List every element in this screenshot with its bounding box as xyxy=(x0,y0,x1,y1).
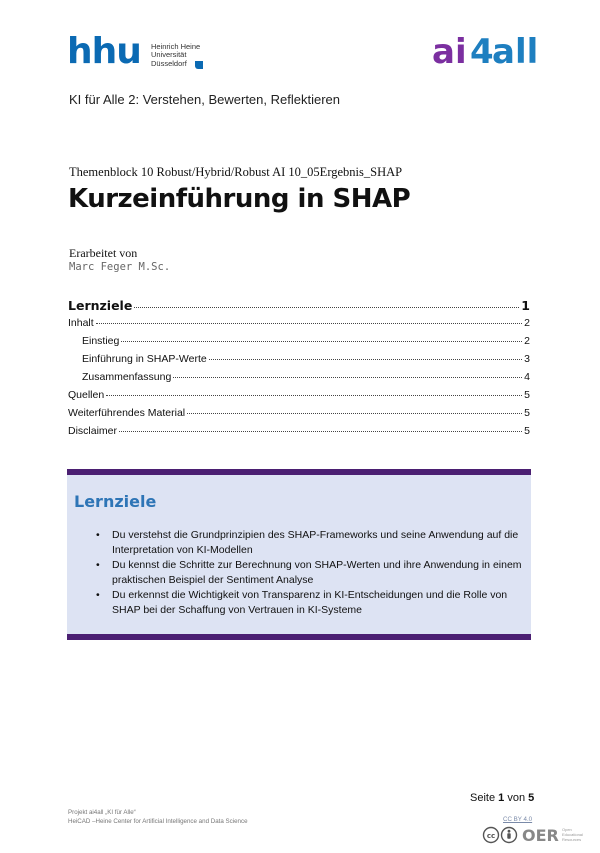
cc-by-icon xyxy=(482,826,520,844)
toc-leader xyxy=(187,413,522,414)
svg-text:cc: cc xyxy=(486,832,496,840)
author-name: Marc Feger M.Sc. xyxy=(69,261,171,273)
toc-leader xyxy=(173,377,522,378)
toc-entry-einstieg[interactable]: Einstieg 2 xyxy=(82,335,530,347)
page-number: Seite 1 von 5 xyxy=(470,792,535,804)
toc-leader xyxy=(209,359,522,360)
objective-item: • Du erkennst die Wichtigkeit von Transparenz in KI-Entscheidungen und die Rolle von SHAP bei der Schaffung von Vertrauen in KI-Systeme xyxy=(96,588,524,617)
license-link[interactable]: CC BY 4.0 xyxy=(503,816,533,823)
hhu-logo-mark xyxy=(195,61,203,69)
hhu-logo-wordmark: hhu xyxy=(67,31,141,72)
toc-entry-weiterfuehrendes-material[interactable]: Weiterführendes Material 5 xyxy=(68,407,530,419)
toc-entry-inhalt[interactable]: Inhalt 2 xyxy=(68,317,530,329)
objectives-list xyxy=(96,528,524,619)
toc-leader xyxy=(119,431,522,432)
course-title: KI für Alle 2: Verstehen, Bewerten, Reflektieren xyxy=(69,92,340,107)
author-label: Erarbeitet von xyxy=(69,246,138,260)
ai4all-logo xyxy=(432,30,544,70)
objectives-top-bar xyxy=(67,469,531,475)
objective-item: • Du verstehst die Grundprinzipien des SHAP-Frameworks und seine Anwendung auf die Interpretation von KI-Modellen xyxy=(96,528,524,557)
toc-leader xyxy=(121,341,522,342)
oer-logo xyxy=(522,825,590,845)
objectives-title: Lernziele xyxy=(74,492,157,511)
footer-project-line: Projekt ai4all „KI für Alle“ xyxy=(68,809,136,816)
svg-text:Resources: Resources xyxy=(562,837,582,842)
hhu-logo-subtitle: Heinrich Heine Universität Düsseldorf xyxy=(151,42,201,68)
toc-leader xyxy=(96,323,522,324)
footer-center-line: HeiCAD –Heine Center for Artificial Intelligence and Data Science xyxy=(68,818,248,825)
topic-block-line: Themenblock 10 Robust/Hybrid/Robust AI 10_05Ergebnis_SHAP xyxy=(69,165,403,179)
toc-entry-lernziele[interactable]: Lernziele 1 xyxy=(68,298,530,313)
svg-text:Educational: Educational xyxy=(562,832,583,837)
objectives-bottom-bar xyxy=(67,634,531,640)
hhu-logo xyxy=(67,31,217,74)
objective-item: • Du kennst die Schritte zur Berechnung von SHAP-Werten und ihre Anwendung in einem praktischen Beispiel der Sentiment Analyse xyxy=(96,558,524,587)
ai4all-logo-ai: ai xyxy=(432,32,467,70)
toc-entry-quellen[interactable]: Quellen 5 xyxy=(68,389,530,401)
toc-entry-einfuehrung-shap[interactable]: Einführung in SHAP-Werte 3 xyxy=(82,353,530,365)
toc-leader xyxy=(106,395,522,396)
oer-logo-text: OER xyxy=(522,826,559,845)
document-title: Kurzeinführung in SHAP xyxy=(68,184,411,214)
toc-entry-zusammenfassung[interactable]: Zusammenfassung 4 xyxy=(82,371,530,383)
toc-entry-disclaimer[interactable]: Disclaimer 5 xyxy=(68,425,530,437)
svg-text:Open: Open xyxy=(562,827,572,832)
ai4all-logo-4: 4 xyxy=(470,32,494,70)
toc-leader xyxy=(134,307,519,308)
ai4all-logo-all: all xyxy=(492,32,539,70)
